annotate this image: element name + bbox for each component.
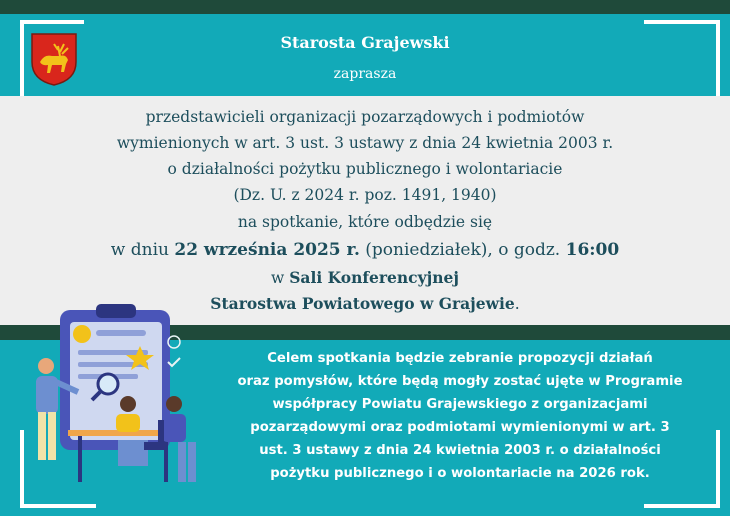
- place-name: Sali Konferencyjnej: [289, 268, 459, 287]
- frame-corner-top-right: [644, 20, 720, 96]
- header-band: [0, 14, 730, 96]
- meeting-intro: na spotkanie, które odbędzie się: [237, 213, 493, 231]
- purpose-text: [200, 347, 720, 485]
- page-title: Starosta Grajewski: [280, 33, 450, 52]
- purpose-line: Celem spotkania będzie zebranie propozycji działań: [267, 351, 653, 366]
- meeting-date: 22 września 2025 r.: [174, 240, 360, 260]
- purpose-line: oraz pomysłów, które będą mogły zostać ujęte w Programie: [237, 374, 683, 389]
- date-prefix: w dniu: [110, 240, 175, 260]
- recipients-line: przedstawicieli organizacji pozarządowych i podmiotów: [145, 108, 585, 126]
- purpose-line: pozarządowymi oraz podmiotami wymienionymi w art. 3: [250, 420, 670, 435]
- purpose-line: pożytku publicznego i o wolontariacie na 2026 rok.: [270, 466, 650, 481]
- meeting-place: [60, 265, 670, 291]
- top-strip: [0, 0, 730, 14]
- recipients-line: (Dz. U. z 2024 r. poz. 1491, 1940): [233, 186, 497, 204]
- recipients-line: wymienionych w art. 3 ust. 3 ustawy z dnia 24 kwietnia 2003 r.: [116, 134, 614, 152]
- recipients-line: o działalności pożytku publicznego i wolontariacie: [167, 160, 563, 178]
- institution-name: Starostwa Powiatowego w Grajewie: [210, 294, 515, 313]
- purpose-line: ust. 3 ustawy z dnia 24 kwietnia 2003 r. o działalności: [259, 443, 661, 458]
- weekday-text: (poniedziałek), o godz.: [359, 240, 566, 260]
- purpose-line: współpracy Powiatu Grajewskiego z organizacjami: [272, 397, 648, 412]
- meeting-time: 16:00: [565, 240, 620, 260]
- team-meeting-illustration: [18, 300, 218, 500]
- page-subtitle: zaprasza: [333, 66, 397, 82]
- meeting-datetime: [60, 235, 670, 265]
- place-prefix: w: [271, 269, 290, 287]
- recipients-text: [60, 104, 670, 208]
- institution-suffix: .: [514, 295, 520, 313]
